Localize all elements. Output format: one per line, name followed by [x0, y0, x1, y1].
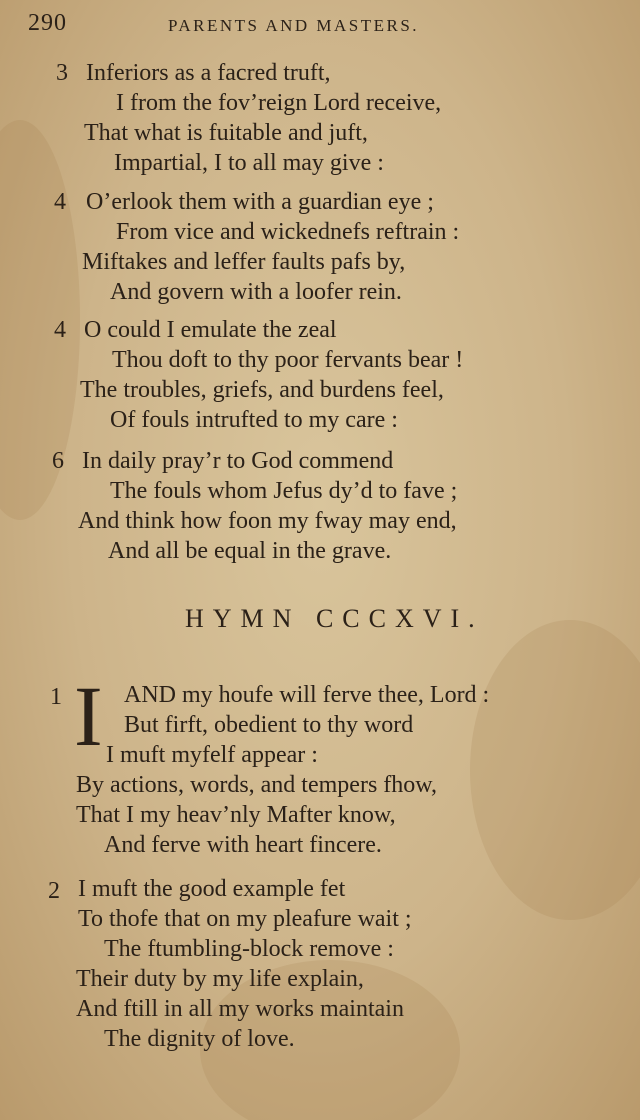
stanza-number: 2	[48, 878, 60, 904]
verse-line: Their duty by my life explain,	[76, 966, 364, 992]
page-number: 290	[28, 10, 67, 36]
verse-line: O could I emulate the zeal	[84, 317, 337, 343]
verse-line: That I my heav’nly Mafter know,	[76, 802, 396, 828]
verse-line: And ftill in all my works maintain	[76, 996, 404, 1022]
verse-line: From vice and wickednefs reftrain :	[116, 219, 460, 245]
stanza-number: 4	[54, 189, 66, 215]
verse-line: But firft, obedient to thy word	[124, 712, 414, 738]
verse-line: In daily pray’r to God commend	[82, 448, 394, 474]
verse-line: Impartial, I to all may give :	[114, 150, 384, 176]
verse-line: By actions, words, and tempers fhow,	[76, 772, 438, 798]
drop-cap: I	[74, 668, 103, 764]
verse-line: I muft myfelf appear :	[106, 742, 318, 768]
verse-line: The fouls whom Jefus dy’d to fave ;	[110, 478, 458, 504]
hymn-title: HYMN CCCXVI.	[185, 604, 484, 633]
stanza-number: 6	[52, 448, 64, 474]
verse-line: Miftakes and leffer faults pafs by,	[82, 249, 406, 275]
verse-line: I muft the good example fet	[78, 876, 346, 902]
page-header	[28, 10, 508, 40]
verse-line: And think how foon my fway may end,	[78, 508, 457, 534]
verse-line: O’erlook them with a guardian eye ;	[86, 189, 434, 215]
stanza-number: 1	[50, 684, 62, 710]
verse-line: Of fouls intrufted to my care :	[110, 407, 398, 433]
verse-line: And govern with a loofer rein.	[110, 279, 402, 305]
verse-line: The dignity of love.	[104, 1026, 295, 1052]
stanza-number: 4	[54, 317, 66, 343]
verse-line: The ftumbling-block remove :	[104, 936, 394, 962]
age-stain	[470, 620, 640, 920]
verse-line: And all be equal in the grave.	[108, 538, 392, 564]
verse-line: AND my houfe will ferve thee, Lord :	[124, 682, 490, 708]
verse-line: The troubles, griefs, and burdens feel,	[80, 377, 444, 403]
verse-line: Inferiors as a facred truft,	[86, 60, 331, 86]
verse-line: And ferve with heart fincere.	[104, 832, 382, 858]
verse-line: To thofe that on my pleafure wait ;	[78, 906, 412, 932]
verse-line: I from the fov’reign Lord receive,	[116, 90, 442, 116]
verse-line: That what is fuitable and juft,	[84, 120, 368, 146]
stanza-number: 3	[56, 60, 68, 86]
verse-line: Thou doft to thy poor fervants bear !	[112, 347, 464, 373]
running-head: PARENTS AND MASTERS.	[168, 16, 420, 35]
age-stain	[0, 120, 80, 520]
